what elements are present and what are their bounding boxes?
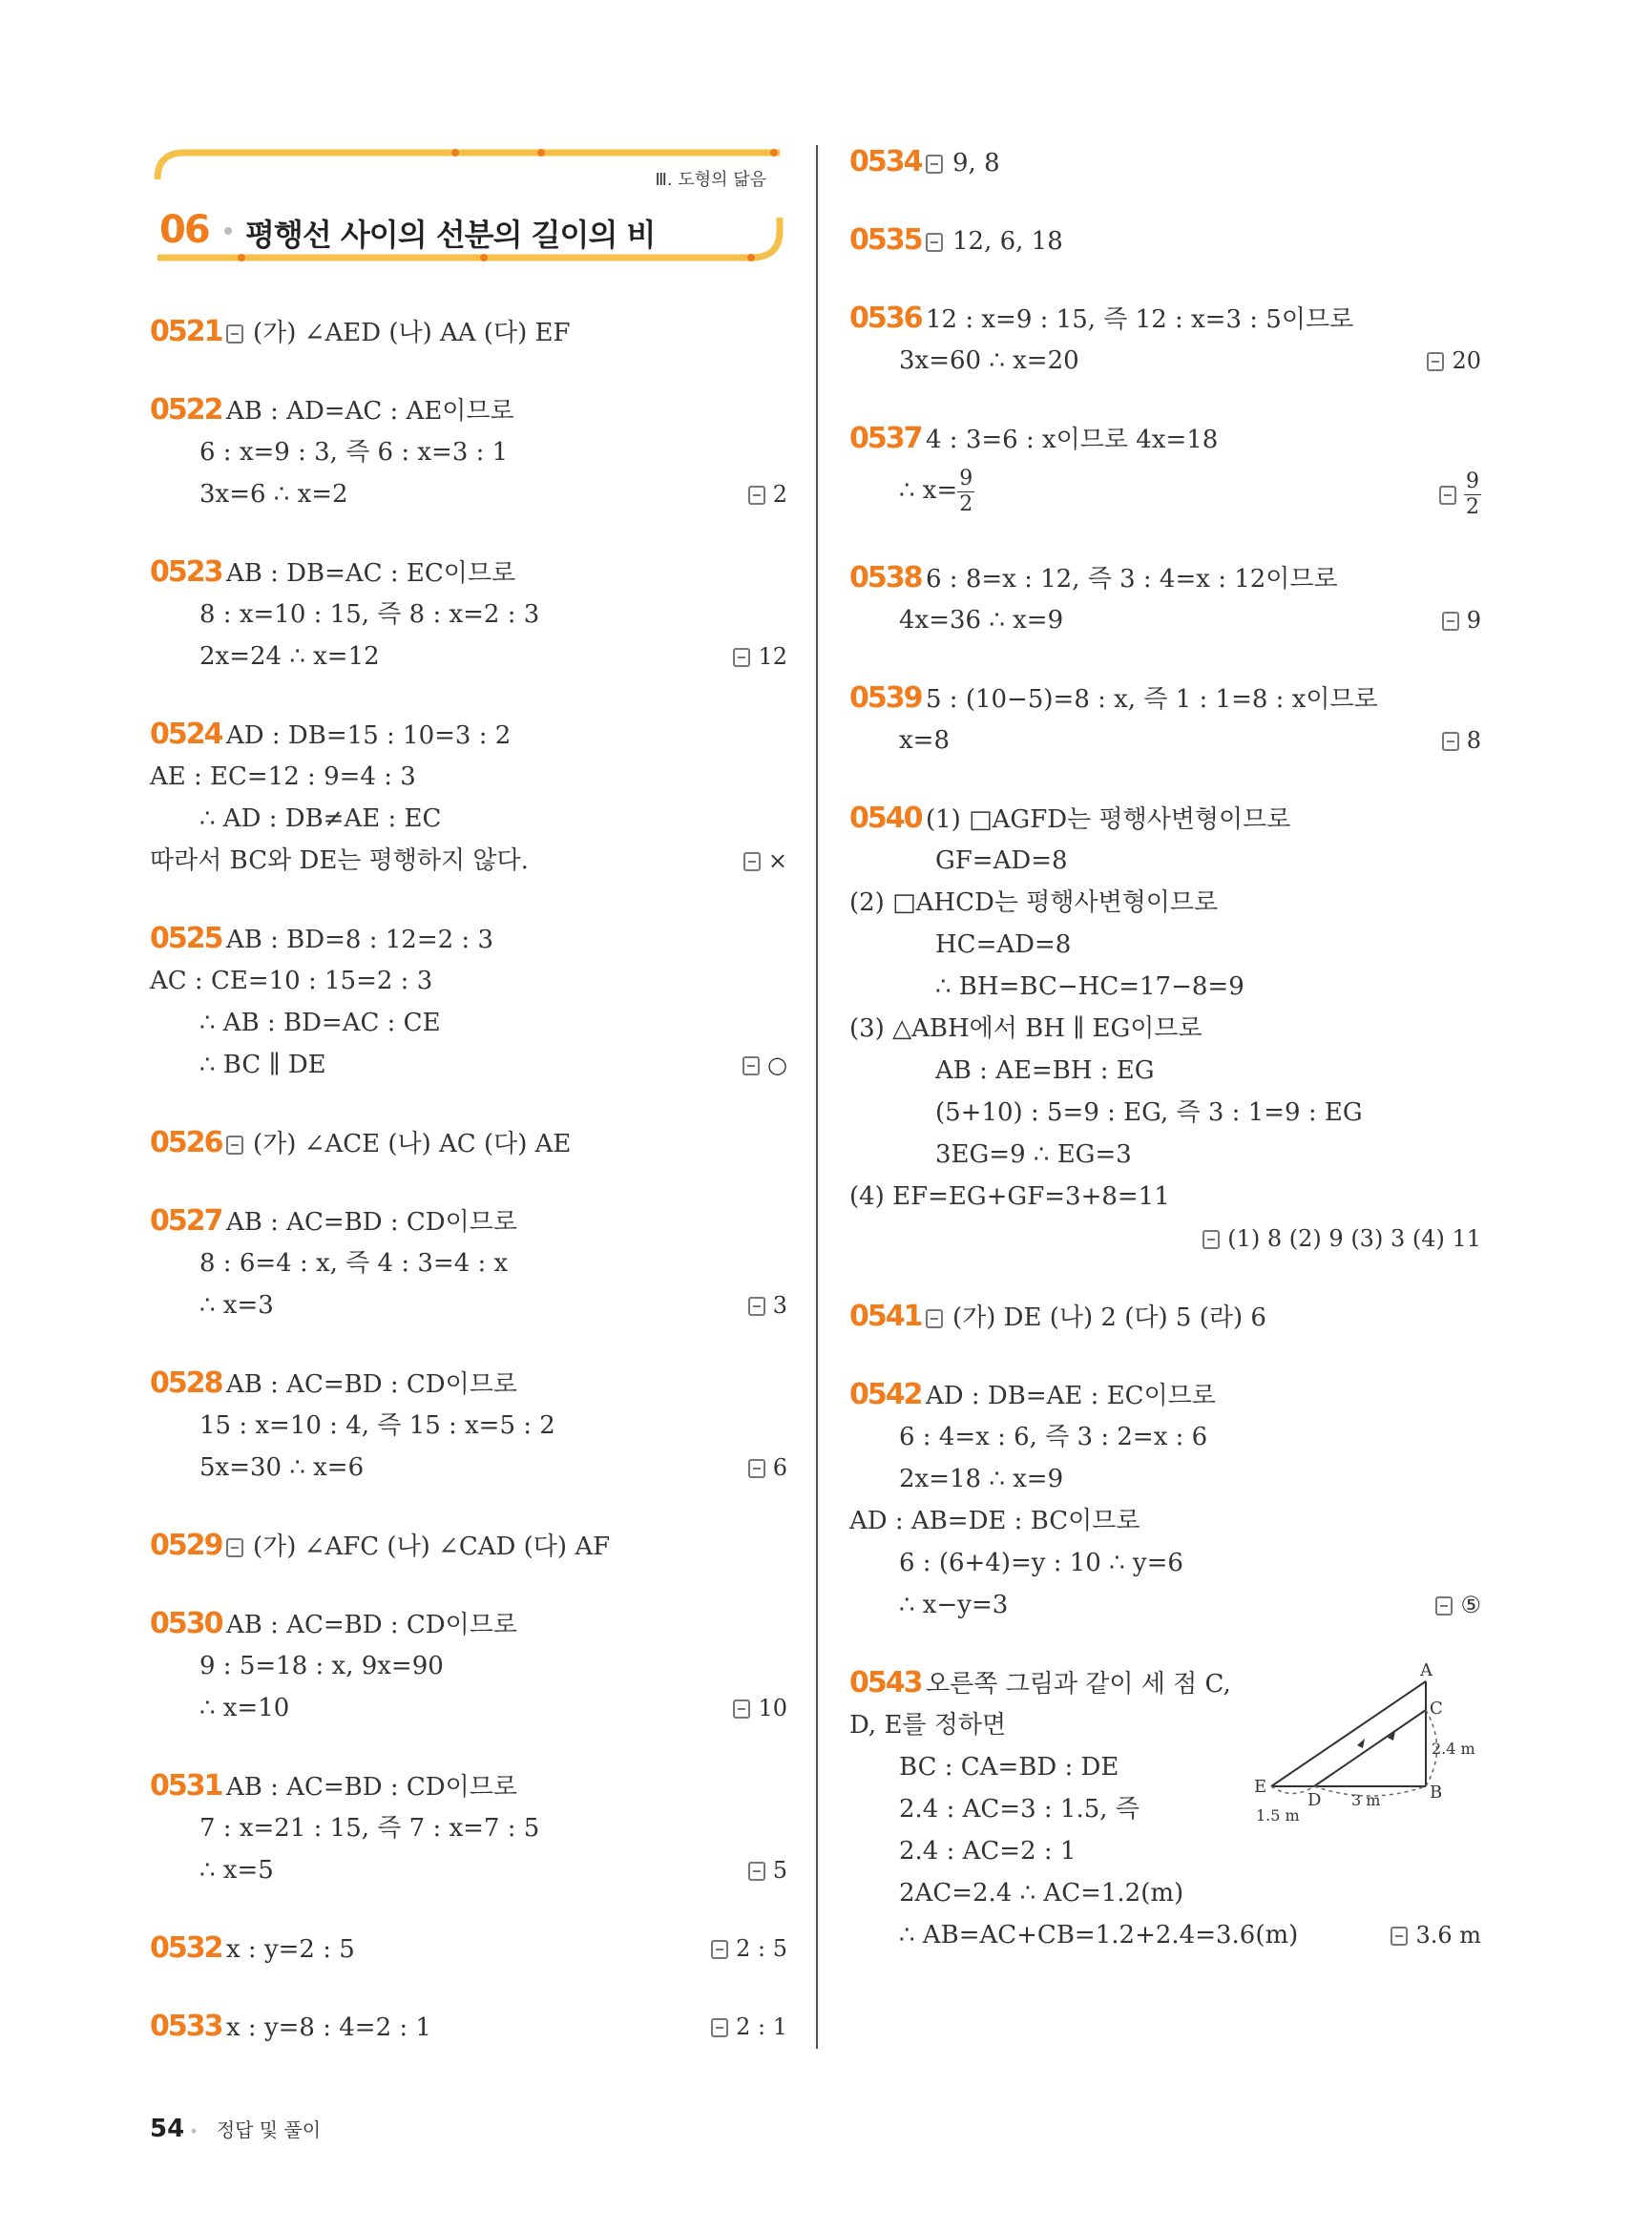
answer-icon	[926, 155, 943, 174]
answer-text: 10	[758, 1695, 787, 1721]
answer-text: (가) DE (나) 2 (다) 5 (라) 6	[952, 1303, 1266, 1332]
solution-line: 12 : x=9 : 15, 즉 12 : x=3 : 5이므로	[926, 305, 1354, 334]
answer-icon	[926, 233, 943, 252]
solution-line: ∴ x−y=3	[899, 1591, 1009, 1619]
problem-0531	[150, 1765, 787, 1891]
answer-text: 12, 6, 18	[952, 227, 1063, 256]
solution-line: 8 : 6=4 : x, 즉 4 : 3=4 : x	[199, 1249, 509, 1278]
answer-icon	[711, 1940, 728, 1959]
answer-text: (가) ∠AFC (나) ∠CAD (다) AF	[253, 1533, 611, 1561]
problem-number: 0523	[150, 555, 222, 589]
problem-number: 0521	[150, 315, 222, 348]
footer-label: 정답 및 풀이	[216, 2118, 322, 2141]
problem-number: 0541	[849, 1300, 922, 1333]
solution-line: (1) □AGFD는 평행사변형이므로	[926, 805, 1291, 834]
solution-line: AD : AB=DE : BC이므로	[849, 1507, 1140, 1535]
answer-icon	[1427, 352, 1444, 371]
right-column	[849, 141, 1481, 1992]
problem-number: 0532	[150, 1931, 222, 1965]
solution-line: 6 : 4=x : 6, 즉 3 : 2=x : 6	[899, 1423, 1208, 1451]
fraction-numerator: 9	[1466, 469, 1479, 493]
problem-number: 0540	[849, 802, 922, 835]
problem-number: 0529	[150, 1529, 222, 1562]
solution-line: AB : AC=BD : CD이므로	[226, 1773, 517, 1802]
answer-icon	[1442, 732, 1459, 751]
answer-text: 12	[758, 643, 787, 670]
answer-icon	[926, 1309, 943, 1328]
problem-0533	[150, 2006, 787, 2048]
answer-icon	[748, 486, 765, 505]
problem-number: 0537	[849, 422, 922, 455]
problem-number: 0530	[150, 1607, 222, 1640]
solution-line: AD : DB=15 : 10=3 : 2	[226, 721, 512, 750]
answer-icon	[743, 852, 761, 871]
problem-0524	[150, 714, 787, 882]
section-dot	[224, 227, 232, 235]
point-d-label: D	[1307, 1790, 1322, 1810]
solution-line: ∴ x=5	[199, 1856, 274, 1885]
answer-text: 3	[772, 1292, 787, 1319]
fraction-denominator: 2	[959, 491, 973, 516]
problem-0543	[849, 1662, 1481, 1956]
solution-line: (3) △ABH에서 BH ∥ EG이므로	[849, 1014, 1202, 1043]
solution-line: AE : EC=12 : 9=4 : 3	[150, 762, 416, 791]
solution-line: x : y=2 : 5	[226, 1935, 355, 1964]
problem-0522	[150, 389, 787, 515]
problem-0521	[150, 311, 787, 353]
problem-number: 0528	[150, 1366, 222, 1400]
solution-line: 7 : x=21 : 15, 즉 7 : x=7 : 5	[199, 1814, 540, 1843]
solution-line: AB : AC=BD : CD이므로	[226, 1208, 517, 1237]
answer-icon	[1435, 1596, 1453, 1616]
solution-line: 3x=60 ∴ x=20	[899, 346, 1079, 375]
answer-text: 3.6 m	[1415, 1922, 1481, 1949]
solution-line: HC=AD=8	[935, 930, 1072, 959]
answer-icon	[1391, 1927, 1408, 1946]
problem-number: 0543	[849, 1666, 922, 1699]
problem-0536	[849, 298, 1481, 382]
answer-icon	[748, 1862, 765, 1881]
problem-0526	[150, 1122, 787, 1164]
point-c-label: C	[1430, 1699, 1443, 1719]
answer-icon	[226, 1136, 243, 1155]
solution-line: AB : AD=AC : AE이므로	[226, 397, 514, 426]
problem-number: 0531	[150, 1769, 222, 1803]
problem-0541	[849, 1296, 1481, 1338]
solution-line: (5+10) : 5=9 : EG, 즉 3 : 1=9 : EG	[935, 1098, 1363, 1127]
answer	[748, 1849, 787, 1891]
problem-number: 0539	[849, 681, 922, 715]
solution-line: AB : BD=8 : 12=2 : 3	[226, 926, 493, 954]
problem-0528	[150, 1363, 787, 1489]
answer-text: ×	[767, 847, 787, 874]
problem-0530	[150, 1603, 787, 1729]
page-number: 54	[150, 2115, 185, 2143]
answer-icon	[711, 2018, 728, 2037]
banner-frame	[150, 141, 787, 275]
answer	[748, 1447, 787, 1489]
solution-line: AB : DB=AC : EC이므로	[226, 559, 516, 588]
problem-number: 0522	[150, 393, 222, 427]
answer	[711, 1928, 787, 1970]
problem-number: 0527	[150, 1204, 222, 1238]
solution-line: 따라서 BC와 DE는 평행하지 않다.	[150, 846, 529, 875]
solution-line: 3EG=9 ∴ EG=3	[935, 1140, 1132, 1169]
solution-line: (2) □AHCD는 평행사변형이므로	[849, 888, 1219, 917]
answer	[743, 840, 787, 882]
answer-icon	[1202, 1230, 1220, 1249]
solution-line: ∴ BH=BC−HC=17−8=9	[935, 972, 1244, 1001]
solution-line: ∴ AB : BD=AC : CE	[199, 1009, 441, 1037]
solution-line: AB : AC=BD : CD이므로	[226, 1370, 517, 1399]
answer-text: (가) ∠ACE (나) AC (다) AE	[253, 1130, 572, 1158]
footer-dot: •	[189, 2122, 199, 2140]
answer	[1427, 340, 1481, 382]
answer-icon	[733, 1699, 750, 1719]
point-b-label: B	[1430, 1783, 1443, 1803]
length-ed-label: 1.5 m	[1256, 1806, 1300, 1824]
answer-text: 5	[772, 1857, 787, 1884]
fraction	[957, 467, 974, 517]
solution-line: AD : DB=AE : EC이므로	[926, 1382, 1216, 1410]
answer-text: 9	[1466, 607, 1481, 634]
solution-line: GF=AD=8	[935, 846, 1068, 875]
section-title: 평행선 사이의 선분의 길이의 비	[245, 217, 656, 253]
solution-line: 6 : 8=x : 12, 즉 3 : 4=x : 12이므로	[926, 565, 1338, 594]
problem-0529	[150, 1525, 787, 1567]
solution-line: ∴ AB=AC+CB=1.2+2.4=3.6(m)	[899, 1921, 1299, 1950]
solution-line: ∴ BC ∥ DE	[199, 1051, 326, 1079]
fraction-numerator: 9	[959, 466, 973, 490]
section-number: 06	[159, 208, 209, 252]
solution-line: 5 : (10−5)=8 : x, 즉 1 : 1=8 : x이므로	[926, 685, 1378, 714]
answer	[733, 636, 787, 678]
solution-line: ∴ x=3	[199, 1291, 274, 1320]
answer-text: 8	[1466, 727, 1481, 754]
answer-text: ⑤	[1460, 1592, 1481, 1618]
answer	[1442, 719, 1481, 761]
answer-text: 2 : 5	[736, 1935, 787, 1962]
problem-0538	[849, 557, 1481, 641]
solution-line: 15 : x=10 : 4, 즉 15 : x=5 : 2	[199, 1411, 555, 1440]
solution-line: 4 : 3=6 : x이므로 4x=18	[926, 426, 1219, 454]
answer	[1442, 599, 1481, 641]
answer-text: 9, 8	[952, 149, 1000, 177]
problem-0532	[150, 1928, 787, 1970]
solution-line: x : y=8 : 4=2 : 1	[226, 2013, 431, 2042]
solution-line: 4x=36 ∴ x=9	[899, 606, 1064, 635]
problem-0539	[849, 678, 1481, 761]
solution-line: 8 : x=10 : 15, 즉 8 : x=2 : 3	[199, 600, 540, 629]
answer-text: 2	[772, 481, 787, 508]
problem-0537	[849, 418, 1481, 521]
triangle-figure	[1252, 1662, 1481, 1853]
problem-number: 0538	[849, 561, 922, 594]
solution-line: 2x=18 ∴ x=9	[899, 1465, 1064, 1493]
problem-number: 0533	[150, 2010, 222, 2043]
answer-icon	[733, 648, 750, 667]
page-footer	[150, 2115, 321, 2143]
solution-line: 2x=24 ∴ x=12	[199, 642, 380, 671]
answer	[742, 1044, 787, 1086]
answer-icon	[1439, 486, 1456, 505]
left-column	[150, 141, 787, 2084]
problem-0534	[849, 141, 1481, 183]
answer	[1439, 469, 1481, 520]
answer	[748, 473, 787, 515]
solution-line: AB : AC=BD : CD이므로	[226, 1611, 517, 1639]
fraction-denominator: 2	[1466, 495, 1479, 519]
solution-line: 5x=30 ∴ x=6	[199, 1453, 365, 1482]
answer-fraction	[1464, 469, 1481, 520]
problem-number: 0542	[849, 1378, 922, 1411]
point-e-label: E	[1254, 1777, 1267, 1797]
solution-line: 6 : x=9 : 3, 즉 6 : x=3 : 1	[199, 438, 509, 467]
problem-number: 0526	[150, 1126, 222, 1159]
problem-number: 0525	[150, 922, 222, 955]
length-cb-label: 2.4 m	[1432, 1740, 1475, 1758]
solution-line: BC : CA=BD : DE	[899, 1753, 1119, 1782]
chapter-label: Ⅲ. 도형의 닮음	[655, 170, 766, 190]
solution-line: ∴ x=	[899, 476, 958, 505]
answer-icon	[748, 1297, 765, 1316]
answer	[1202, 1218, 1481, 1260]
answer-text: (가) ∠AED (나) AA (다) EF	[253, 319, 571, 347]
answer-icon	[226, 324, 243, 344]
problem-number: 0536	[849, 302, 922, 335]
solution-line: AC : CE=10 : 15=2 : 3	[150, 967, 433, 995]
section-banner	[150, 141, 787, 275]
problem-0540	[849, 798, 1481, 1260]
solution-line: ∴ AD : DB≠AE : EC	[199, 804, 442, 833]
answer-text: ○	[767, 1052, 787, 1078]
solution-line: 6 : (6+4)=y : 10 ∴ y=6	[899, 1549, 1183, 1577]
problem-0527	[150, 1200, 787, 1326]
point-a-label: A	[1420, 1662, 1432, 1680]
problem-0535	[849, 219, 1481, 261]
solution-line: 2.4 : AC=3 : 1.5, 즉	[899, 1795, 1140, 1824]
answer-text: 2 : 1	[736, 2013, 787, 2040]
problem-number: 0524	[150, 718, 222, 751]
answer-text: 6	[772, 1454, 787, 1481]
answer-icon	[1442, 612, 1459, 631]
solution-line: 9 : 5=18 : x, 9x=90	[199, 1652, 444, 1680]
answer-icon	[226, 1538, 243, 1557]
solution-line: 오른쪽 그림과 같이 세 점 C,	[926, 1670, 1231, 1699]
solution-line: 2.4 : AC=2 : 1	[899, 1837, 1077, 1866]
solution-line: ∴ x=10	[199, 1694, 290, 1722]
length-db-label: 3 m	[1351, 1791, 1381, 1809]
solution-line: x=8	[899, 726, 950, 755]
problem-0525	[150, 918, 787, 1086]
problem-number: 0534	[849, 145, 922, 178]
answer	[748, 1284, 787, 1326]
answer	[1435, 1584, 1481, 1626]
solution-line: AB : AE=BH : EG	[935, 1056, 1155, 1085]
answer	[711, 2006, 787, 2048]
problem-0542	[849, 1374, 1481, 1626]
answer-text: (1) 8 (2) 9 (3) 3 (4) 11	[1227, 1225, 1481, 1252]
solution-line: 2AC=2.4 ∴ AC=1.2(m)	[899, 1879, 1184, 1908]
problem-0523	[150, 552, 787, 678]
solution-line: (4) EF=EG+GF=3+8=11	[849, 1182, 1170, 1211]
solution-line: 3x=6 ∴ x=2	[199, 480, 348, 509]
answer-icon	[748, 1459, 765, 1478]
problem-number: 0535	[849, 223, 922, 257]
answer-text: 20	[1452, 347, 1481, 374]
answer-icon	[742, 1056, 760, 1075]
answer	[1391, 1914, 1481, 1956]
solution-line: D, E를 정하면	[849, 1711, 1007, 1740]
answer	[733, 1687, 787, 1729]
column-divider	[816, 145, 818, 2049]
